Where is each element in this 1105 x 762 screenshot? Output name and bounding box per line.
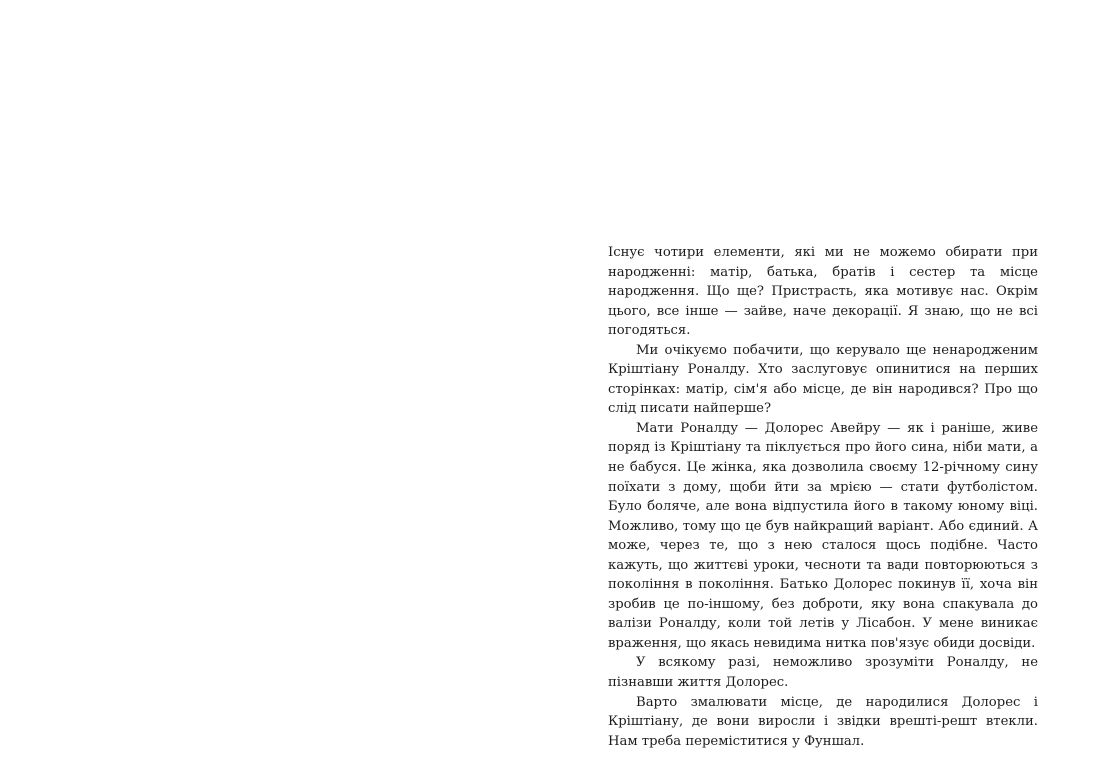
paragraph: Варто змалювати місце, де народилися Долорес і Кріштіану, де вони виросли і звідки врешті-решт втекли. Нам треба переміститися у Фуншал. [608,694,1038,749]
paragraph: Існує чотири елементи, які ми не можемо обирати при народженні: матір, батька, братів і сестер та місце народження. Що ще? Пристрасть, яка мотивує нас. Окрім цього, все інше — зайве, наче декорації. Я знаю, що не всі погодяться. [608,245,1038,339]
paragraph: У всякому разі, неможливо зрозуміти Роналду, не пізнавши життя Долорес. [608,655,1038,691]
paragraph: Ми очікуємо побачити, що керувало ще ненародженим Кріштіану Роналду. Хто заслуговує опинитися на перших сторінках: матір, сім'я або місце, де він народився? Про що слід писати найперше? [608,342,1038,417]
body-text [608,243,1038,751]
paragraph: Мати Роналду — Долорес Авейру — як і раніше, живе поряд із Кріштіану та піклується про його сина, ніби мати, а не бабуся. Це жінка, яка дозволила своєму 12-річному сину поїхати з дому, щоби йти за мрією — стати футболістом. Було боляче, але вона відпустила його в такому юному віці. Можливо, тому що це був найкращий варіант. Або єдиний. А може, через те, що з нею сталося щось подібне. Часто кажуть, що життєві уроки, чесноти та вади повторюються з покоління в покоління. Батько Долорес покинув її, хоча він зробив це по-іншому, без доброти, яку вона спакувала до валізи Роналду, коли той летів у Лісабон. У мене виникає враження, що якась невидима нитка пов'язує обиди досвіди. [608,420,1038,651]
